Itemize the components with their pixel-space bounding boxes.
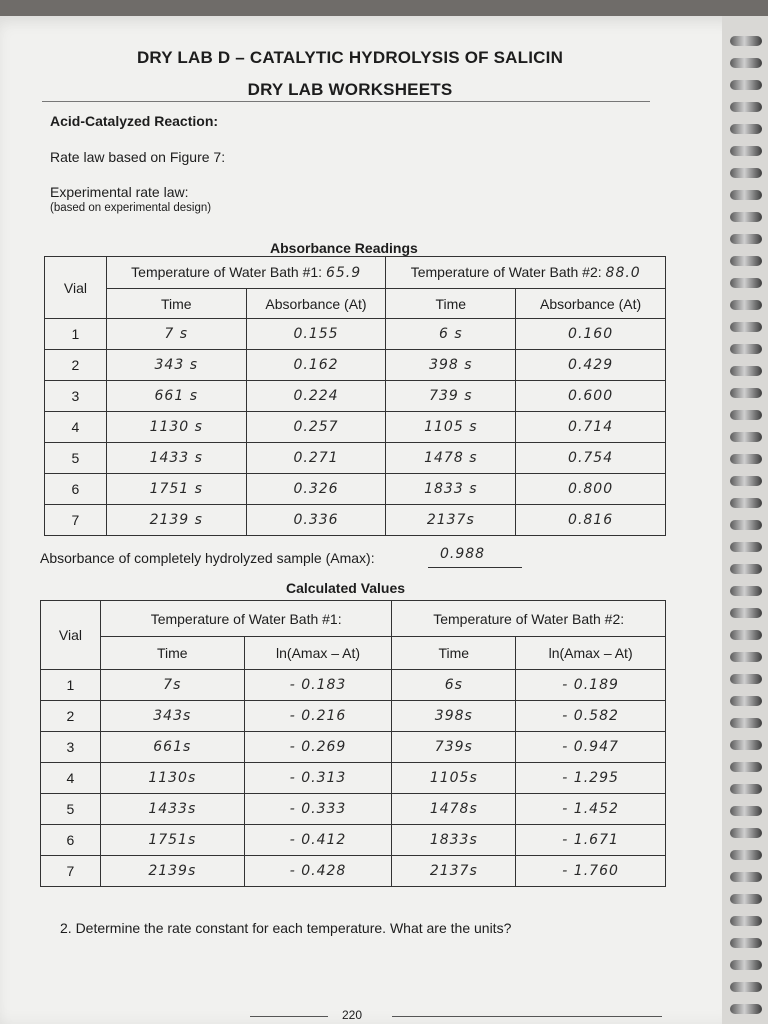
vial-number: 1	[45, 319, 107, 350]
spiral-coil	[730, 762, 762, 772]
time-bath2: 2137s	[392, 856, 516, 887]
spiral-coil	[730, 1004, 762, 1014]
experimental-rate-law-note: (based on experimental design)	[50, 202, 212, 214]
title-underline	[42, 101, 650, 102]
spiral-coil	[730, 498, 762, 508]
absorbance-row	[45, 319, 666, 350]
time-bath1: 7 s	[106, 319, 246, 350]
calc-ln-header-1: ln(Amax – At)	[244, 637, 392, 670]
time-bath1: 661s	[100, 732, 244, 763]
absorbance-bath1: 0.224	[246, 381, 386, 412]
vial-number: 3	[45, 381, 107, 412]
calc-time-header-1: Time	[100, 637, 244, 670]
time-bath1: 1130s	[100, 763, 244, 794]
bath1-temperature: 65.9	[325, 265, 362, 281]
time-bath1: 1751 s	[106, 474, 246, 505]
vial-number: 5	[41, 794, 101, 825]
spiral-binding	[722, 16, 768, 1024]
spiral-coil	[730, 102, 762, 112]
amax-value: 0.988	[440, 546, 486, 562]
ln-bath2: - 0.189	[516, 670, 666, 701]
time-bath1: 343 s	[106, 350, 246, 381]
absorbance-bath2: 0.429	[516, 350, 666, 381]
time-bath1: 1751s	[100, 825, 244, 856]
calc-vial-header: Vial	[41, 601, 101, 670]
calculated-row	[41, 670, 666, 701]
vial-header: Vial	[45, 257, 107, 319]
ln-bath1: - 0.313	[244, 763, 392, 794]
spiral-coil	[730, 190, 762, 200]
absorbance-bath1: 0.336	[246, 505, 386, 536]
absorbance-bath1: 0.162	[246, 350, 386, 381]
absorbance-row	[45, 412, 666, 443]
time-bath1: 7s	[100, 670, 244, 701]
ln-bath2: - 0.582	[516, 701, 666, 732]
ln-bath2: - 1.760	[516, 856, 666, 887]
ln-bath1: - 0.428	[244, 856, 392, 887]
ln-bath1: - 0.333	[244, 794, 392, 825]
vial-number: 2	[41, 701, 101, 732]
spiral-coil	[730, 542, 762, 552]
time-bath1: 661 s	[106, 381, 246, 412]
spiral-coil	[730, 586, 762, 596]
spiral-coil	[730, 366, 762, 376]
ln-bath2: - 0.947	[516, 732, 666, 763]
absorbance-header-1: Absorbance (At)	[246, 289, 386, 319]
absorbance-row	[45, 350, 666, 381]
time-bath2: 1105s	[392, 763, 516, 794]
absorbance-row	[45, 474, 666, 505]
spiral-coil	[730, 960, 762, 970]
ln-bath2: - 1.671	[516, 825, 666, 856]
absorbance-table-title: Absorbance Readings	[270, 240, 418, 256]
spiral-coil	[730, 344, 762, 354]
vial-number: 5	[45, 443, 107, 474]
time-bath1: 2139s	[100, 856, 244, 887]
absorbance-header-2: Absorbance (At)	[516, 289, 666, 319]
spiral-coil	[730, 322, 762, 332]
spiral-coil	[730, 168, 762, 178]
spiral-coil	[730, 564, 762, 574]
ln-bath1: - 0.216	[244, 701, 392, 732]
absorbance-row	[45, 443, 666, 474]
page-title: DRY LAB D – CATALYTIC HYDROLYSIS OF SALICIN	[136, 48, 564, 67]
absorbance-bath2: 0.714	[516, 412, 666, 443]
time-bath1: 343s	[100, 701, 244, 732]
time-bath1: 2139 s	[106, 505, 246, 536]
time-header-1: Time	[106, 289, 246, 319]
spiral-coil	[730, 388, 762, 398]
time-bath2: 398 s	[386, 350, 516, 381]
amax-underline	[428, 567, 522, 568]
calculated-row	[41, 763, 666, 794]
spiral-coil	[730, 124, 762, 134]
time-bath2: 2137s	[386, 505, 516, 536]
vial-number: 7	[45, 505, 107, 536]
absorbance-bath1: 0.257	[246, 412, 386, 443]
spiral-coil	[730, 894, 762, 904]
absorbance-bath2: 0.160	[516, 319, 666, 350]
vial-number: 1	[41, 670, 101, 701]
calculated-row	[41, 732, 666, 763]
footer-line-right	[392, 1016, 662, 1017]
spiral-coil	[730, 520, 762, 530]
spiral-coil	[730, 982, 762, 992]
rate-law-label: Rate law based on Figure 7:	[50, 149, 226, 165]
time-bath1: 1433s	[100, 794, 244, 825]
spiral-coil	[730, 278, 762, 288]
spiral-coil	[730, 432, 762, 442]
time-bath2: 1478s	[392, 794, 516, 825]
calc-ln-header-2: ln(Amax – At)	[516, 637, 666, 670]
spiral-coil	[730, 740, 762, 750]
page-subtitle: DRY LAB WORKSHEETS	[247, 80, 453, 99]
spiral-coil	[730, 80, 762, 90]
spiral-coil	[730, 828, 762, 838]
spiral-coil	[730, 806, 762, 816]
absorbance-bath2: 0.754	[516, 443, 666, 474]
absorbance-bath1: 0.271	[246, 443, 386, 474]
time-bath2: 739s	[392, 732, 516, 763]
absorbance-bath2: 0.600	[516, 381, 666, 412]
page-number: 220	[342, 1008, 363, 1022]
time-bath2: 6s	[392, 670, 516, 701]
spiral-coil	[730, 36, 762, 46]
ln-bath1: - 0.183	[244, 670, 392, 701]
time-bath2: 1833 s	[386, 474, 516, 505]
absorbance-row	[45, 381, 666, 412]
bath2-temperature: 88.0	[605, 265, 641, 281]
spiral-coil	[730, 234, 762, 244]
question-2: 2. Determine the rate constant for each temperature. What are the units?	[60, 920, 512, 936]
acid-catalyzed-label: Acid-Catalyzed Reaction:	[50, 113, 219, 129]
vial-number: 4	[41, 763, 101, 794]
footer-line-left	[250, 1016, 328, 1017]
vial-number: 6	[41, 825, 101, 856]
time-bath2: 6 s	[386, 319, 516, 350]
spiral-coil	[730, 146, 762, 156]
absorbance-row	[45, 505, 666, 536]
spiral-coil	[730, 938, 762, 948]
spiral-coil	[730, 652, 762, 662]
spiral-coil	[730, 300, 762, 310]
spiral-coil	[730, 608, 762, 618]
absorbance-bath2: 0.816	[516, 505, 666, 536]
ln-bath1: - 0.412	[244, 825, 392, 856]
spiral-coil	[730, 850, 762, 860]
spiral-coil	[730, 476, 762, 486]
time-bath1: 1130 s	[106, 412, 246, 443]
vial-number: 7	[41, 856, 101, 887]
time-bath2: 739 s	[386, 381, 516, 412]
spiral-coil	[730, 696, 762, 706]
ln-bath2: - 1.452	[516, 794, 666, 825]
spiral-coil	[730, 212, 762, 222]
spiral-coil	[730, 630, 762, 640]
vial-number: 6	[45, 474, 107, 505]
time-bath2: 1105 s	[386, 412, 516, 443]
spiral-coil	[730, 718, 762, 728]
absorbance-bath2: 0.800	[516, 474, 666, 505]
absorbance-bath1: 0.326	[246, 474, 386, 505]
calculated-row	[41, 825, 666, 856]
spiral-coil	[730, 256, 762, 266]
experimental-rate-law-label: Experimental rate law:	[50, 184, 189, 200]
calc-bath1-header: Temperature of Water Bath #1:	[100, 601, 392, 637]
calc-bath2-header: Temperature of Water Bath #2:	[392, 601, 666, 637]
absorbance-bath1: 0.155	[246, 319, 386, 350]
calculated-table	[40, 600, 666, 887]
spiral-coil	[730, 674, 762, 684]
spiral-coil	[730, 872, 762, 882]
time-bath2: 1833s	[392, 825, 516, 856]
spiral-coil	[730, 916, 762, 926]
calc-time-header-2: Time	[392, 637, 516, 670]
calculated-row	[41, 856, 666, 887]
time-bath2: 398s	[392, 701, 516, 732]
vial-number: 3	[41, 732, 101, 763]
bath1-header: Temperature of Water Bath #1: 65.9	[106, 257, 386, 289]
time-bath2: 1478 s	[386, 443, 516, 474]
ln-bath2: - 1.295	[516, 763, 666, 794]
bath2-header: Temperature of Water Bath #2: 88.0	[386, 257, 666, 289]
ln-bath1: - 0.269	[244, 732, 392, 763]
spiral-coil	[730, 410, 762, 420]
absorbance-table	[44, 256, 666, 536]
calculated-row	[41, 701, 666, 732]
vial-number: 4	[45, 412, 107, 443]
calculated-row	[41, 794, 666, 825]
amax-label: Absorbance of completely hydrolyzed sample (Amax):	[40, 550, 375, 566]
spiral-coil	[730, 454, 762, 464]
time-header-2: Time	[386, 289, 516, 319]
vial-number: 2	[45, 350, 107, 381]
spiral-coil	[730, 58, 762, 68]
spiral-coil	[730, 784, 762, 794]
calculated-table-title: Calculated Values	[286, 580, 406, 596]
time-bath1: 1433 s	[106, 443, 246, 474]
